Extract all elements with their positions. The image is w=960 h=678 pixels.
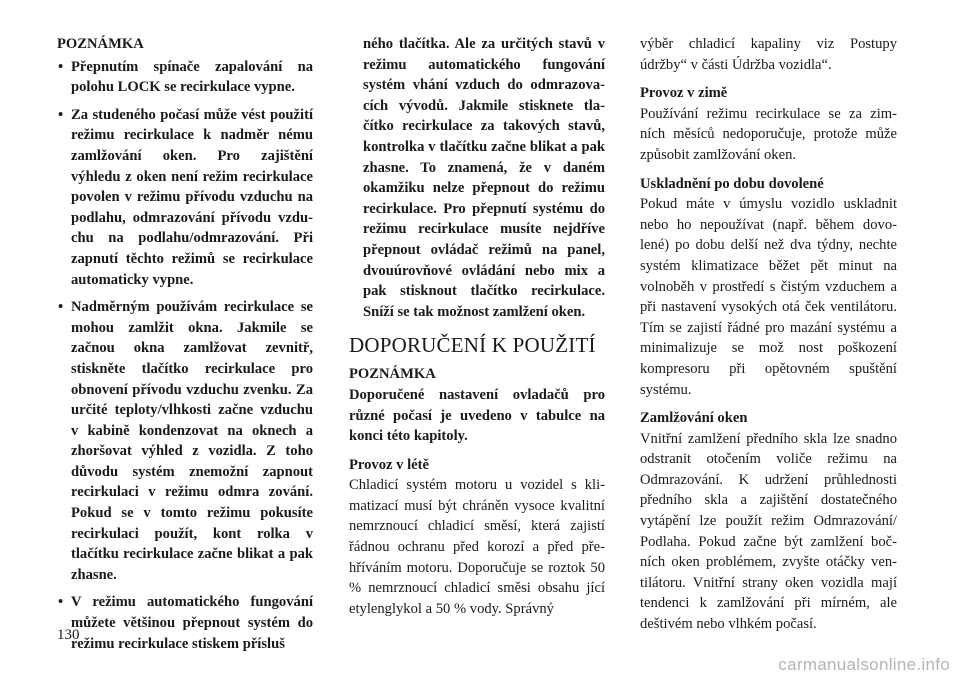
bullet-icon: •	[58, 594, 64, 611]
section-title: DOPORUČENÍ K POUŽITÍ	[349, 333, 596, 358]
note-text: Doporučené nastavení ovladačů pro různé počasí je uvedeno v tabulce na konci této kapitoly.	[349, 386, 605, 445]
bullet-continuation: ného tlačítka. Ale za určitých stavů v režimu automatického fungování systém vhání vzduch do odmrazova cích vývodů. Jakmile stisknete tla čítko recirkulace za takových stavů, kontrolka v tlačítku začne blikat a pak zhasne. To znamená, že v daném okamžiku nelze přepnout do režimu recirkulace. Pro přepnutí systému do režimu recirkulace musíte nejdříve přepnout ovládač režimů na panel, dvouúrovňové ovládání nebo mix a pak stisknout tlačítko recirkulace. Sníží se tak možnost zamlžení oken.	[363, 36, 605, 320]
list-item	[57, 105, 313, 290]
storage-heading: Uskladnění po dobu dovolené	[640, 175, 824, 192]
list-item	[57, 592, 313, 654]
page-number: 130	[57, 627, 80, 643]
summer-continuation: výběr chladicí kapaliny viz Postupy údržby“ v části Údržba vozidla“.	[640, 36, 897, 73]
bullet-icon: •	[58, 299, 64, 316]
column-right	[640, 34, 897, 635]
storage-text: Pokud máte v úmyslu vozidlo uskladnit nebo ho nepoužívat (např. během dovo lené) po dobu delší než dva týdny, nechte systém klimatizace běžet pět minut na volnoběh v prostředí s čistým vzduchem a při nastavení vysokých otá ček ventilátoru. Tím se zajistí řádné pro mazání systému a minimalizuje se mož nost poškození kompresoru při opětovném spuštění systému.	[640, 196, 897, 398]
note-heading: POZNÁMKA	[57, 36, 144, 52]
bullet-icon: •	[58, 58, 64, 75]
watermark: carmanualsonline.info	[778, 655, 950, 674]
list-item	[57, 57, 313, 98]
fog-heading: Zamlžování oken	[640, 410, 748, 427]
column-middle	[349, 34, 605, 619]
note-bullet-list	[57, 57, 313, 655]
list-item	[57, 297, 313, 585]
summer-text: Chladicí systém motoru u vozidel s kli matizací musí být chráněn vysoce kvalitní nemrznoucí chladicí směsí, která zajistí řádnou ochranu před korozí a před pře hříváním motoru. Doporučuje se roztok 50 % nemrznoucí chladicí směsi obsahu jící etylenglykol a 50 % vody. Správný	[349, 477, 605, 617]
bullet-icon: •	[58, 106, 64, 123]
winter-text: Používání režimu recirkulace se za zim ních měsíců nedoporučuje, protože může způsobit zamlžování oken.	[640, 105, 897, 163]
bullet-text: Přepnutím spínače zapalování na polohu LOCK se recirkulace vypne.	[71, 58, 313, 96]
summer-heading: Provoz v létě	[349, 456, 429, 473]
column-left	[57, 34, 313, 661]
fog-text: Vnitřní zamlžení předního skla lze snadno odstranit otočením voliče režimu na Odmrazování. K udržení průhlednosti předního skla a zajištění dostatečného vytápění lze použít režim Odmrazování/ Podlaha. Pokud začne být zamlžení boč ních oken problémem, zvyšte otáčky ven tilátoru. Vnitřní strany oken vozidla mají tendenci k zamlžování při mírném, ale deštivém nebo vlhkém počasí.	[640, 430, 897, 633]
note-heading: POZNÁMKA	[349, 366, 436, 383]
bullet-text: Za studeného počasí může vést použití režimu recirkulace k nadměr nému zamlžování oken. Pro zajištění výhledu z oken není režim recirkulace povolen v režimu přívodu vzduchu na podlahu, odmrazování přívodu vzdu chu na podlahu/odmrazování. Při zapnutí těchto režimů se recirkulace automaticky vypne.	[71, 106, 313, 288]
bullet-text: Nadměrným používám recirkulace se mohou zamlžit okna. Jakmile se začnou okna zamlžovat zevnitř, stiskněte tlačítko recirkulace pro obnovení přívodu vzduchu zvenku. Za určité teploty/vlhkosti začne vzduchu v kabině kondenzovat na oknech a zhoršovat výhled z vozidla. Z toho důvodu systém znemožní zapnout recirkulaci v režimu odmra zování. Pokud se v tomto režimu pokusíte recirkulaci použít, kont rolka v tlačítku recirkulace začne blikat a pak zhasne.	[71, 299, 313, 583]
winter-heading: Provoz v zimě	[640, 85, 728, 102]
bullet-text: V režimu automatického fungování můžete většinou přepnout systém do režimu recirkulace stiskem přísluš	[71, 594, 313, 652]
